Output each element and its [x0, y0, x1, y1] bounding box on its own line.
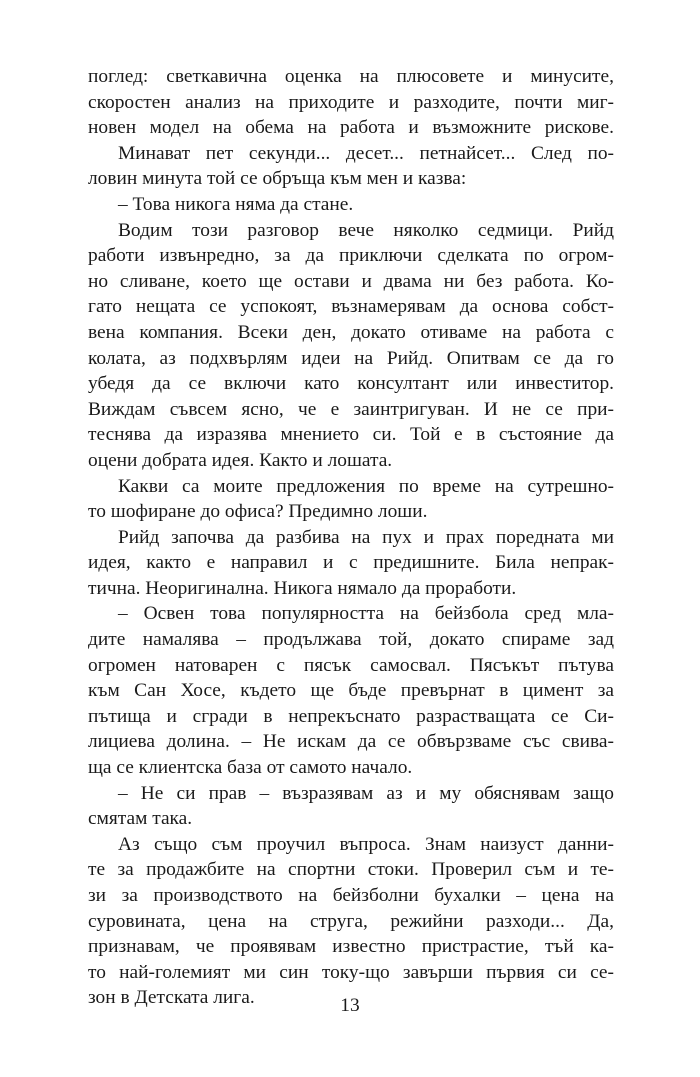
- text-line: Виждам съвсем ясно, че е заинтригуван. И не се при-: [88, 398, 614, 420]
- text-line: пътища и сгради в непрекъснато разрастващата се Си-: [88, 705, 614, 727]
- text-line: то шофиране до офиса? Предимно лоши.: [88, 501, 428, 523]
- text-line: убедя да се включи като консултант или инвеститор.: [88, 373, 614, 395]
- text-line: Рийд започва да разбива на пух и прах поредната ми: [118, 526, 614, 548]
- text-line: идея, както е направил и с предишните. Била непрак-: [88, 552, 614, 574]
- text-line: колата, аз подхвърлям идеи на Рийд. Опитвам се да го: [88, 347, 614, 369]
- text-line: ловин минута той се обръща към мен и казва:: [88, 168, 467, 190]
- page-number: 13: [340, 995, 360, 1016]
- text-line: – Не си прав – възразявам аз и му обяснявам защо: [118, 782, 614, 804]
- text-line: те за продажбите на спортни стоки. Проверил съм и те-: [88, 859, 614, 881]
- text-line: Минават пет секунди... десет... петнайсет... След по-: [118, 142, 614, 164]
- page-body: [88, 64, 614, 1011]
- text-line: скоростен анализ на приходите и разходите, почти миг-: [88, 91, 614, 113]
- text-line: но сливане, което ще остави и двама ни без работа. Ко-: [88, 270, 614, 292]
- text-line: – Това никога няма да стане.: [118, 193, 354, 215]
- text-line: зон в Детската лига.: [88, 987, 255, 1009]
- text-line: теснява да изразява мнението си. Той е в състояние да: [88, 424, 614, 446]
- text-line: суровината, цена на струга, режийни разходи... Да,: [88, 910, 614, 932]
- text-line: зи за производството на бейзболни бухалки – цена на: [88, 885, 614, 906]
- text-line: тична. Неоригинална. Никога нямало да проработи.: [88, 577, 517, 599]
- text-line: лициева долина. – Не искам да се обвързваме със свива-: [88, 731, 614, 753]
- text-line: признавам, че проявявам известно пристрастие, тъй ка-: [88, 936, 614, 958]
- text-line: огромен натоварен с пясък самосвал. Пясъкът пътува: [88, 654, 614, 676]
- text-line: то най-големият ми син току-що завърши първия си се-: [88, 961, 614, 983]
- text-line: оцени добрата идея. Както и лошата.: [88, 449, 393, 471]
- text-line: смятам така.: [88, 808, 193, 830]
- text-line: Аз също съм проучил въпроса. Знам наизуст данни-: [118, 833, 614, 855]
- text-line: работи извънредно, за да приключи сделката по огром-: [88, 245, 614, 267]
- text-line: Водим този разговор вече няколко седмици. Рийд: [118, 219, 614, 241]
- text-line: поглед: светкавична оценка на плюсовете и минусите,: [88, 66, 614, 87]
- text-line: новен модел на обема на работа и възможните рискове.: [88, 117, 614, 139]
- text-line: ща се клиентска база от самото начало.: [88, 757, 413, 779]
- text-line: вена компания. Всеки ден, докато отиваме на работа с: [88, 321, 614, 343]
- text-line: дите намалява – продължава той, докато спираме зад: [88, 629, 614, 651]
- text-line: Какви са моите предложения по време на сутрешно-: [118, 475, 614, 497]
- text-line: – Освен това популярността на бейзбола сред мла-: [118, 603, 614, 625]
- text-line: към Сан Хосе, където ще бъде превърнат в цимент за: [88, 680, 614, 702]
- text-line: гато нещата се успокоят, възнамерявам да основа собст-: [88, 296, 614, 318]
